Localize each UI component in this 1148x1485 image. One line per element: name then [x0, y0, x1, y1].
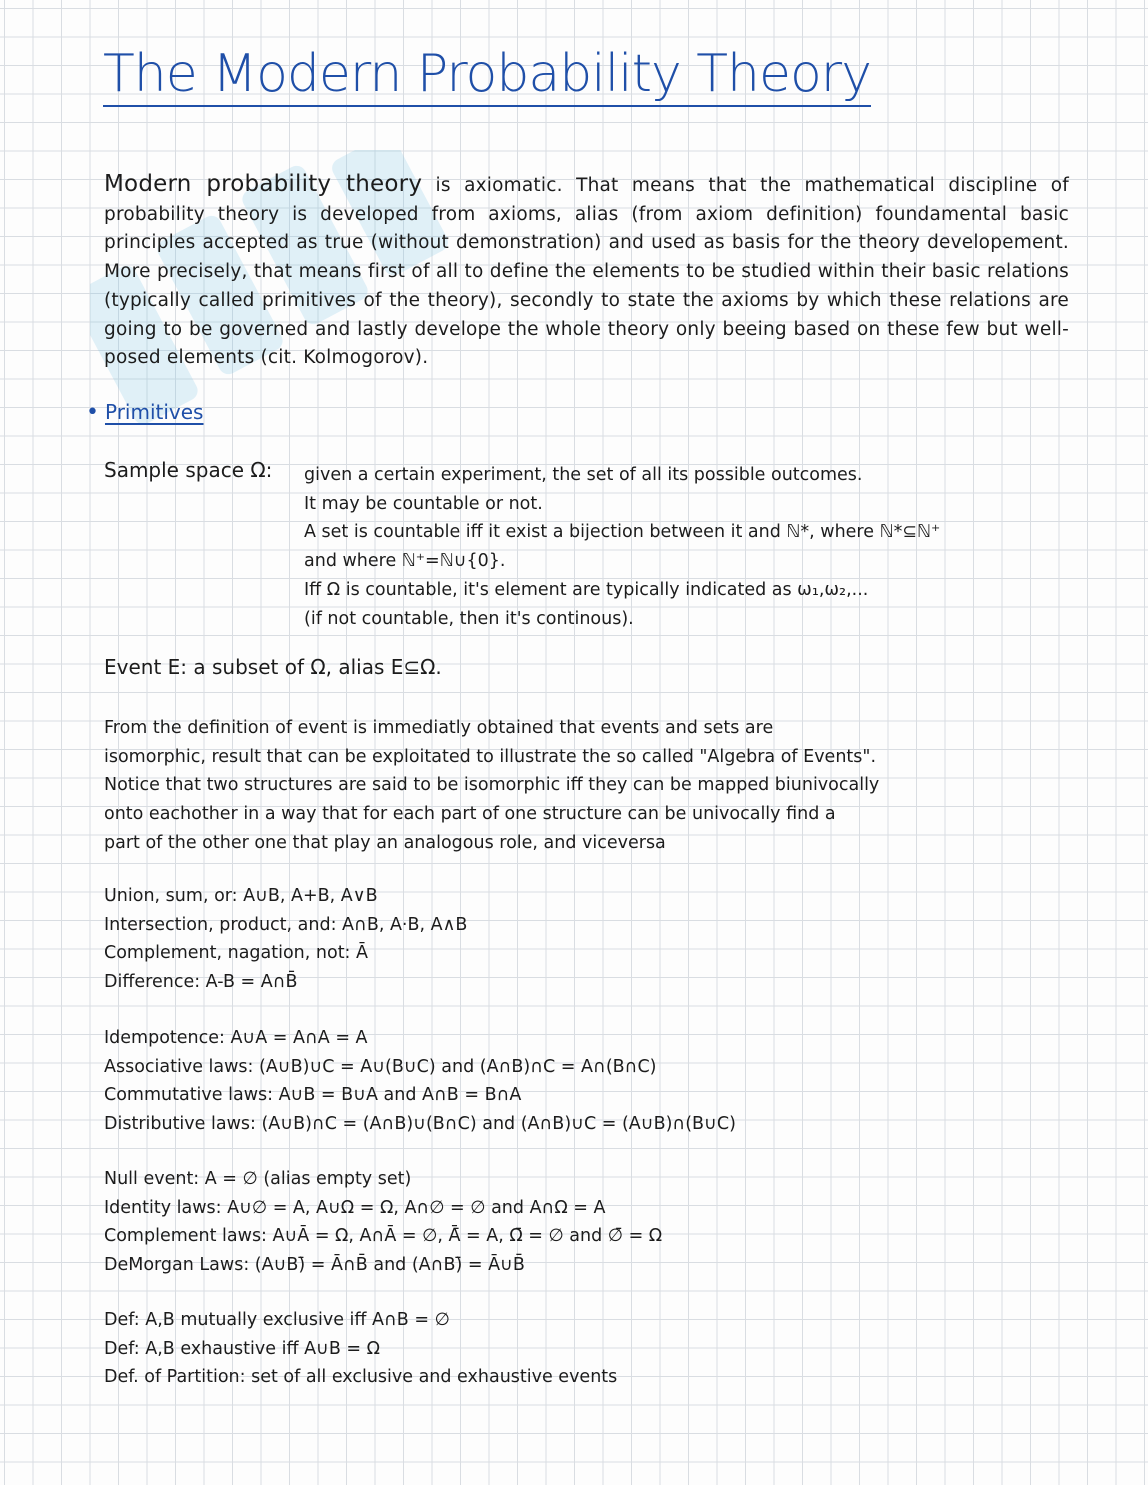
- paragraph-line: From the definition of event is immediatly obtained that events and sets are: [104, 718, 774, 738]
- law-item: Distributive laws: (A∪B)∩C = (A∩B)∪(B∩C) and (A∩B)∪C = (A∪B)∩(B∪C): [104, 1113, 736, 1134]
- sample-space-line: and where ℕ⁺=ℕ∪{0}.: [304, 551, 506, 572]
- paragraph-line: Notice that two structures are said to be isomorphic iff they can be mapped biunivocally: [104, 775, 880, 796]
- null-law-item: Complement laws: A∪Ā = Ω, A∩Ā = ∅, Ā̄ = A, Ω̄ = ∅ and ∅̄ = Ω: [104, 1226, 663, 1246]
- sample-space-line: (if not countable, then it's continous).: [304, 608, 634, 629]
- intro-body: is axiomatic. That means that the mathematical discipline of probability theory is developed from axioms, alias (from axiom definition) foundamental basic principles accepted as true (without demonstration) and used as basis for the theory developement. More precisely, that means first of all to define the elements to be studied within their basic relations (typically called primitives of the theory), secondly to state the axioms by which these relations are going to be governed and lastly develope the whole theory only beeing based on these few but well-posed elements (cit. Kolmogorov).: [104, 175, 1069, 369]
- operations-list: [104, 882, 1044, 996]
- bullet-icon: •: [86, 400, 99, 425]
- paragraph-line: onto eachother in a way that for each part of one structure can be univocally find a: [104, 804, 836, 825]
- operation-item: Difference: A-B = A∩B̄: [104, 971, 298, 992]
- isomorphism-paragraph: [104, 714, 1024, 858]
- null-law-item: DeMorgan Laws: (A∪B)̄ = Ā∩B̄ and (A∩B)̄ = Ā∪B̄: [104, 1254, 525, 1275]
- operation-item: Intersection, product, and: A∩B, A·B, A∧B: [104, 914, 468, 935]
- definition-item: Def. of Partition: set of all exclusive and exhaustive events: [104, 1367, 618, 1387]
- definition-item: Def: A,B exhaustive iff A∪B = Ω: [104, 1338, 381, 1359]
- law-item: Associative laws: (A∪B)∪C = A∪(B∪C) and (A∩B)∩C = A∩(B∩C): [104, 1056, 657, 1077]
- null-law-item: Identity laws: A∪∅ = A, A∪Ω = Ω, A∩∅ = ∅ and A∩Ω = A: [104, 1197, 606, 1218]
- sample-space-line: It may be countable or not.: [304, 493, 543, 514]
- page-title: The Modern Probability Theory: [103, 46, 871, 107]
- law-item: Commutative laws: A∪B = B∪A and A∩B = B∩A: [104, 1085, 522, 1105]
- paragraph-line: part of the other one that play an analogous role, and viceversa: [104, 832, 666, 853]
- law-item: Idempotence: A∪A = A∩A = A: [104, 1028, 368, 1048]
- operation-item: Complement, nagation, not: Ā: [104, 943, 368, 963]
- sample-space-term: Sample space Ω:: [104, 458, 273, 482]
- laws-list: [104, 1024, 1044, 1138]
- definition-item: Def: A,B mutually exclusive iff A∩B = ∅: [104, 1310, 450, 1330]
- sample-space-line: given a certain experiment, the set of all its possible outcomes.: [304, 465, 863, 485]
- event-definition: Event E: a subset of Ω, alias E⊆Ω.: [104, 655, 442, 679]
- primitives-label: Primitives: [104, 400, 204, 424]
- primitives-heading: [86, 400, 203, 424]
- sample-space-definition: [304, 461, 1074, 633]
- sample-space-line: Iff Ω is countable, it's element are typically indicated as ω₁,ω₂,...: [304, 579, 869, 600]
- null-laws-list: [104, 1165, 1044, 1279]
- operation-item: Union, sum, or: A∪B, A+B, A∨B: [104, 886, 378, 906]
- definitions-list: [104, 1306, 1044, 1392]
- intro-paragraph: [104, 170, 1069, 373]
- paragraph-line: isomorphic, result that can be exploitated to illustrate the so called "Algebra of Events".: [104, 746, 877, 767]
- null-law-item: Null event: A = ∅ (alias empty set): [104, 1169, 412, 1189]
- sample-space-line: A set is countable iff it exist a bijection between it and ℕ*, where ℕ*⊆ℕ⁺: [304, 522, 941, 543]
- intro-lead: Modern probability theory: [104, 171, 423, 197]
